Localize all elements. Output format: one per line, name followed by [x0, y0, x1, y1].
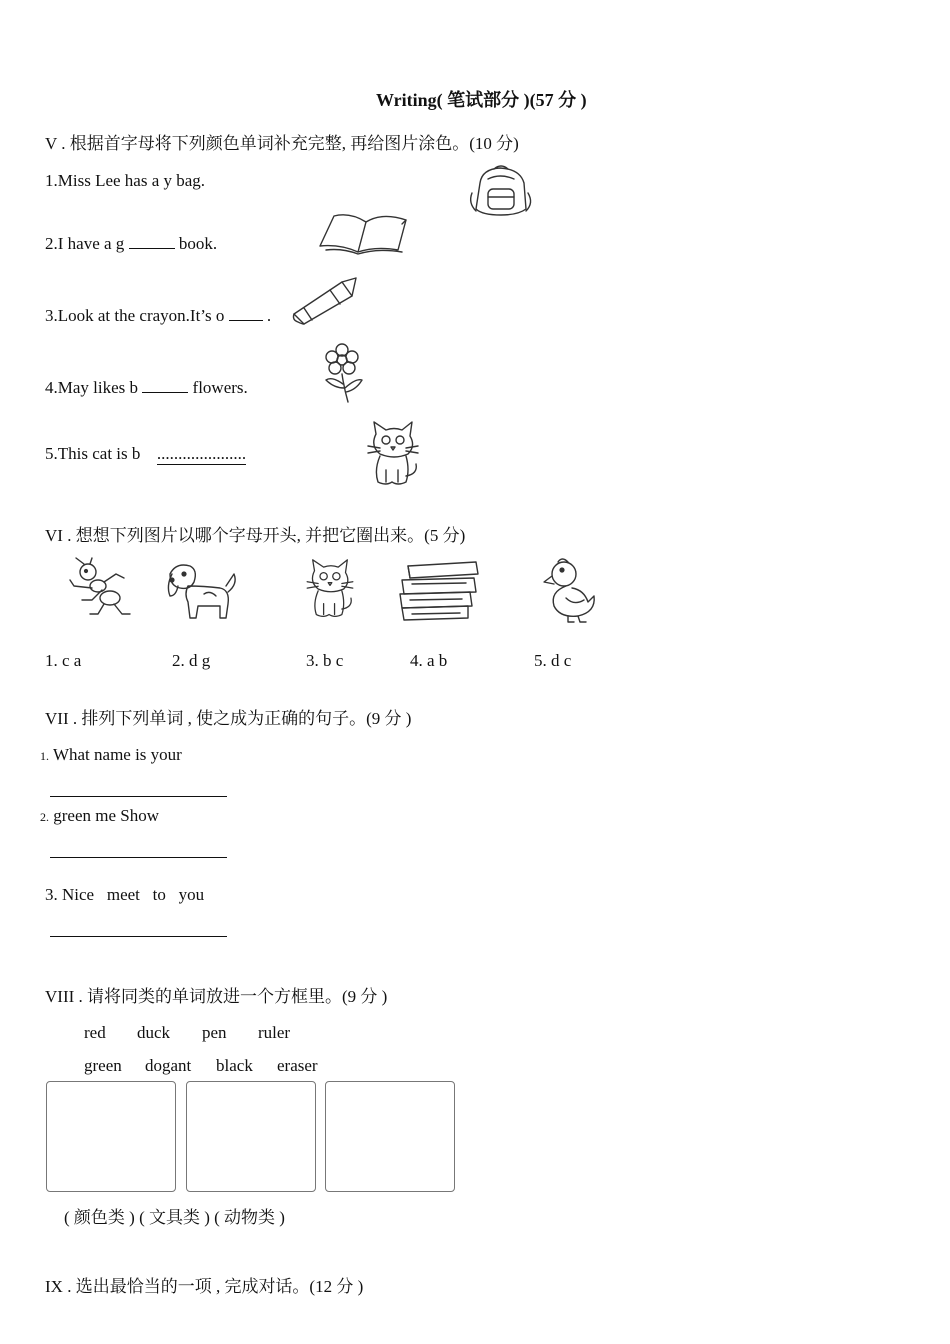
word-green: green [84, 1056, 122, 1075]
item-3-text-before: 3.Look at the crayon.It’s o [45, 306, 225, 325]
section-5-item-1: 1.Miss Lee has a y bag. [45, 171, 206, 190]
section-6-heading: VI . 想想下列图片以哪个字母开头, 并把它圈出来。(5 分) [45, 526, 466, 545]
item-4-text-before: 4.May likes b [45, 378, 139, 397]
word-ruler: ruler [258, 1023, 291, 1042]
section-5-heading: V . 根据首字母将下列颜色单词补充完整, 再给图片涂色。(10 分) [45, 134, 519, 153]
word-red: red [84, 1023, 106, 1042]
item-4-blank[interactable] [142, 378, 188, 393]
item-1-number: 1. [40, 749, 49, 763]
word-pen: pen [202, 1023, 227, 1042]
section-5-item-3 [45, 306, 271, 326]
category-labels: ( 颜色类 ) ( 文具类 ) ( 动物类 ) [64, 1208, 285, 1227]
duck-icon [544, 558, 600, 624]
answer-line-1[interactable] [50, 796, 227, 797]
cat-icon [364, 420, 422, 488]
section-6-option-5[interactable]: 5. d c [534, 651, 572, 670]
section-7-heading: VII . 排列下列单词 , 使之成为正确的句子。(9 分 ) [45, 709, 412, 728]
open-book-icon [318, 210, 410, 256]
item-2-text-before: 2.I have a g [45, 234, 125, 253]
word-duck: duck [137, 1023, 171, 1042]
item-2-words: green me Show [53, 806, 160, 825]
section-9-heading: IX . 选出最恰当的一项 , 完成对话。(12 分 ) [45, 1277, 364, 1296]
section-6-option-2[interactable]: 2. d g [172, 651, 211, 670]
section-5-item-2 [45, 234, 217, 254]
item-3-words: Nice meet to you [62, 885, 205, 904]
item-3-blank[interactable] [229, 306, 263, 321]
section-5-item-4 [45, 378, 248, 398]
item-3-number: 3. [45, 885, 58, 904]
section-6-option-4[interactable]: 4. a b [410, 651, 448, 670]
schoolbag-icon [468, 165, 534, 217]
flower-icon [320, 342, 366, 404]
answer-line-3[interactable] [50, 936, 227, 937]
item-2-blank[interactable] [129, 234, 175, 249]
cat-icon [302, 558, 358, 620]
books-icon [396, 560, 482, 622]
crayon-icon [290, 276, 364, 326]
item-4-text-after: flowers. [192, 378, 248, 397]
animal-category-box[interactable] [325, 1081, 455, 1192]
section-7-item-2 [40, 806, 159, 827]
ant-icon [68, 558, 134, 620]
section-7-item-1 [40, 745, 182, 766]
section-6-option-1[interactable]: 1. c a [45, 651, 82, 670]
word-dogant: dogant [145, 1056, 192, 1075]
item-2-number: 2. [40, 810, 49, 824]
item-2-text-after: book. [178, 234, 218, 253]
answer-line-2[interactable] [50, 857, 227, 858]
section-6-option-3[interactable]: 3. b c [306, 651, 344, 670]
word-black: black [216, 1056, 253, 1075]
section-7-item-3 [45, 885, 204, 905]
item-1-words: What name is your [52, 745, 182, 764]
color-category-box[interactable] [46, 1081, 176, 1192]
section-5-item-5 [45, 444, 246, 465]
dog-icon [164, 560, 240, 622]
page-title: Writing( 笔试部分 )(57 分 ) [376, 90, 587, 110]
item-5-blank[interactable]: ..................... [156, 444, 247, 463]
word-eraser: eraser [277, 1056, 318, 1075]
stationery-category-box[interactable] [186, 1081, 316, 1192]
item-3-text-after: . [266, 306, 272, 325]
item-5-text-before: 5.This cat is b [45, 444, 141, 463]
section-8-heading: VIII . 请将同类的单词放进一个方框里。(9 分 ) [45, 987, 388, 1006]
